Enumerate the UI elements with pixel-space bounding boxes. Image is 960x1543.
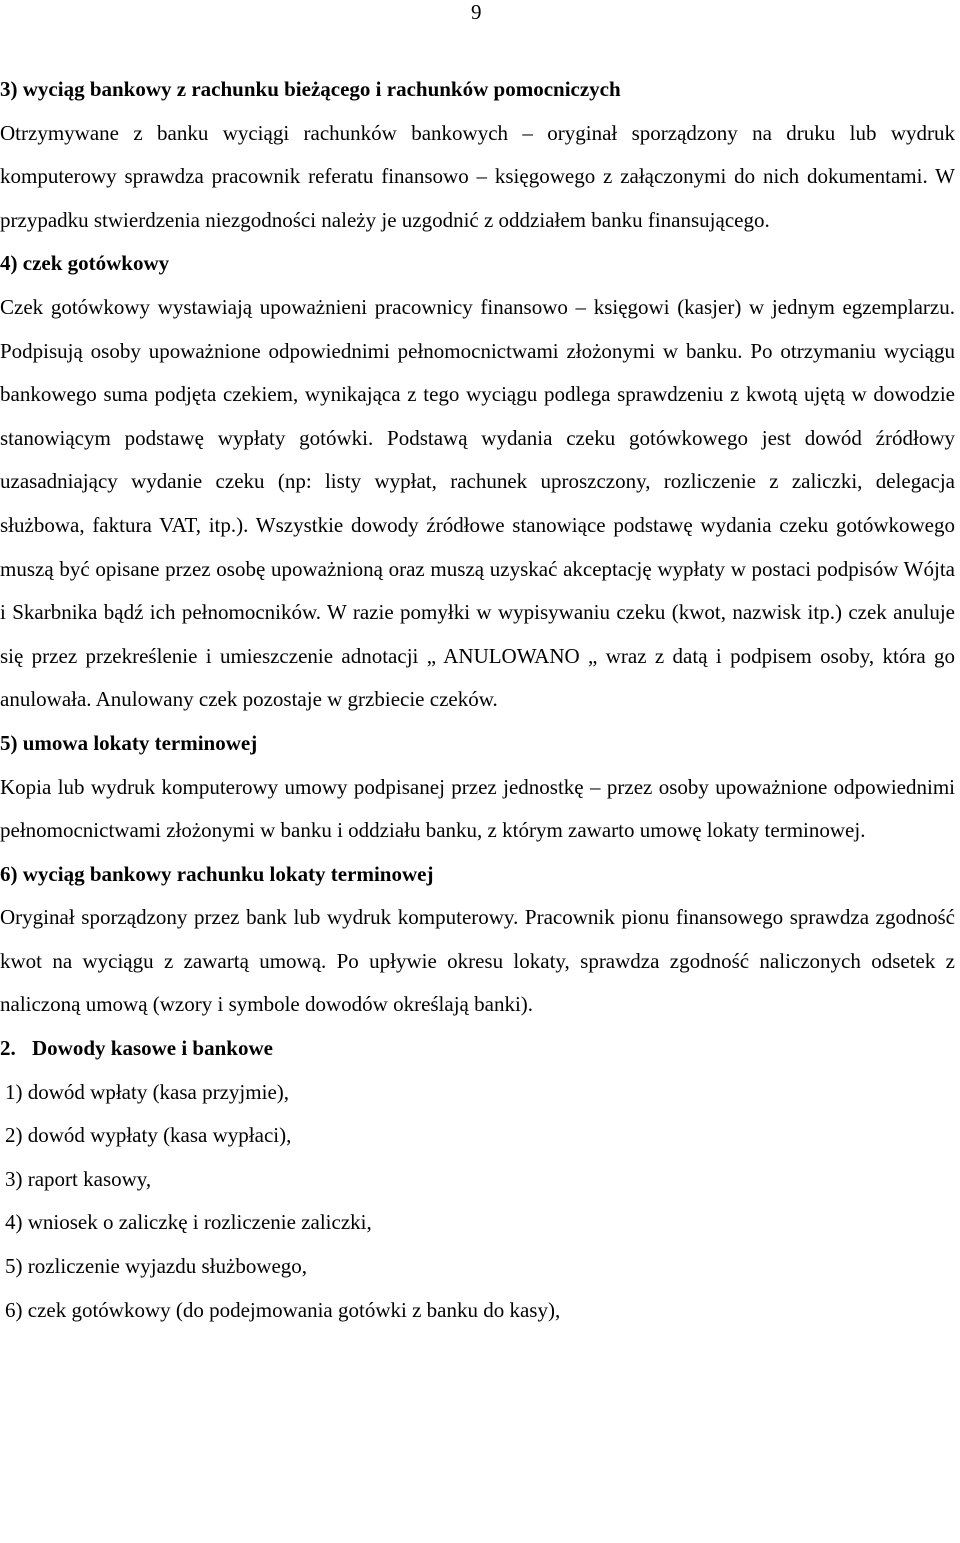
section-3-heading: 3) wyciąg bankowy z rachunku bieżącego i rachunków pomocniczych [0,77,621,101]
list-item: 6) czek gotówkowy (do podejmowania gotówki z banku do kasy), [5,1297,561,1322]
section-4-body: Czek gotówkowy wystawiają upoważnieni pracownicy finansowo – księgowi (kasjer) w jednym egzemplarzu. Podpisują osoby upoważnione odpowiednimi pełnomocnictwami złożonymi w banku. Po otrzymaniu wyciągu bankowego suma podjęta czekiem, wynikająca z tego wyciągu podlega sprawdzeniu z kwotą ujętą w dowodzie stanowiącym podstawę wypłaty gotówki. Podstawą wydania czeku gotówkowego jest dowód źródłowy uzasadniający wydanie czeku (np: listy wypłat, rachunek uproszczony, rozliczenie z zaliczki, delegacja służbowa, faktura VAT, itp.). Wszystkie dowody źródłowe stanowiące podstawę wydania czeku gotówkowego muszą być opisane przez osobę upoważnioną oraz muszą uzyskać akceptację wypłaty w postaci podpisów Wójta i Skarbnika bądź ich pełnomocników. W razie pomyłki w wypisywaniu czeku (kwot, nazwisk itp.) czek anuluje się przez przekreślenie i umieszczenie adnotacji „ ANULOWANO „ wraz z datą i podpisem osoby, która go anulowała. Anulowany czek pozostaje w grzbiecie czeków. [0,294,955,712]
section-5-heading: 5) umowa lokaty terminowej [0,730,258,755]
document-list [0,1071,955,1333]
list-item: 2) dowód wypłaty (kasa wypłaci), [5,1123,292,1148]
list-item: 1) dowód wpłaty (kasa przyjmie), [5,1079,290,1104]
page-number: 9 [471,0,482,24]
section-2-heading [0,1027,955,1071]
section-2-number: 2. [0,1036,16,1061]
list-item: 3) raport kasowy, [5,1166,152,1191]
section-4-heading: 4) czek gotówkowy [0,251,170,276]
section-3-body: Otrzymywane z banku wyciągi rachunków bankowych – oryginał sporządzony na druku lub wydruk komputerowy sprawdza pracownik referatu finansowo – księgowego z załączonymi do nich dokumentami. W przypadku stwierdzenia niezgodności należy je uzgodnić z oddziałem banku finansującego. [0,120,955,232]
section-6-heading: 6) wyciąg bankowy rachunku lokaty terminowej [0,861,434,886]
list-item: 5) rozliczenie wyjazdu służbowego, [5,1254,308,1279]
section-6-body: Oryginał sporządzony przez bank lub wydruk komputerowy. Pracownik pionu finansowego sprawdza zgodność kwot na wyciągu z zawartą umową. Po upływie okresu lokaty, sprawdza zgodność naliczonych odsetek z naliczoną umową (wzory i symbole dowodów określają banki). [0,905,955,1017]
document-body [0,68,955,1332]
section-5-body: Kopia lub wydruk komputerowy umowy podpisanej przez jednostkę – przez osoby upoważnione odpowiednimi pełnomocnictwami złożonymi w banku i oddziału banku, z którym zawarto umowę lokaty terminowej. [0,774,955,843]
section-2-title: Dowody kasowe i bankowe [32,1036,273,1061]
list-item: 4) wniosek o zaliczkę i rozliczenie zaliczki, [5,1210,372,1235]
